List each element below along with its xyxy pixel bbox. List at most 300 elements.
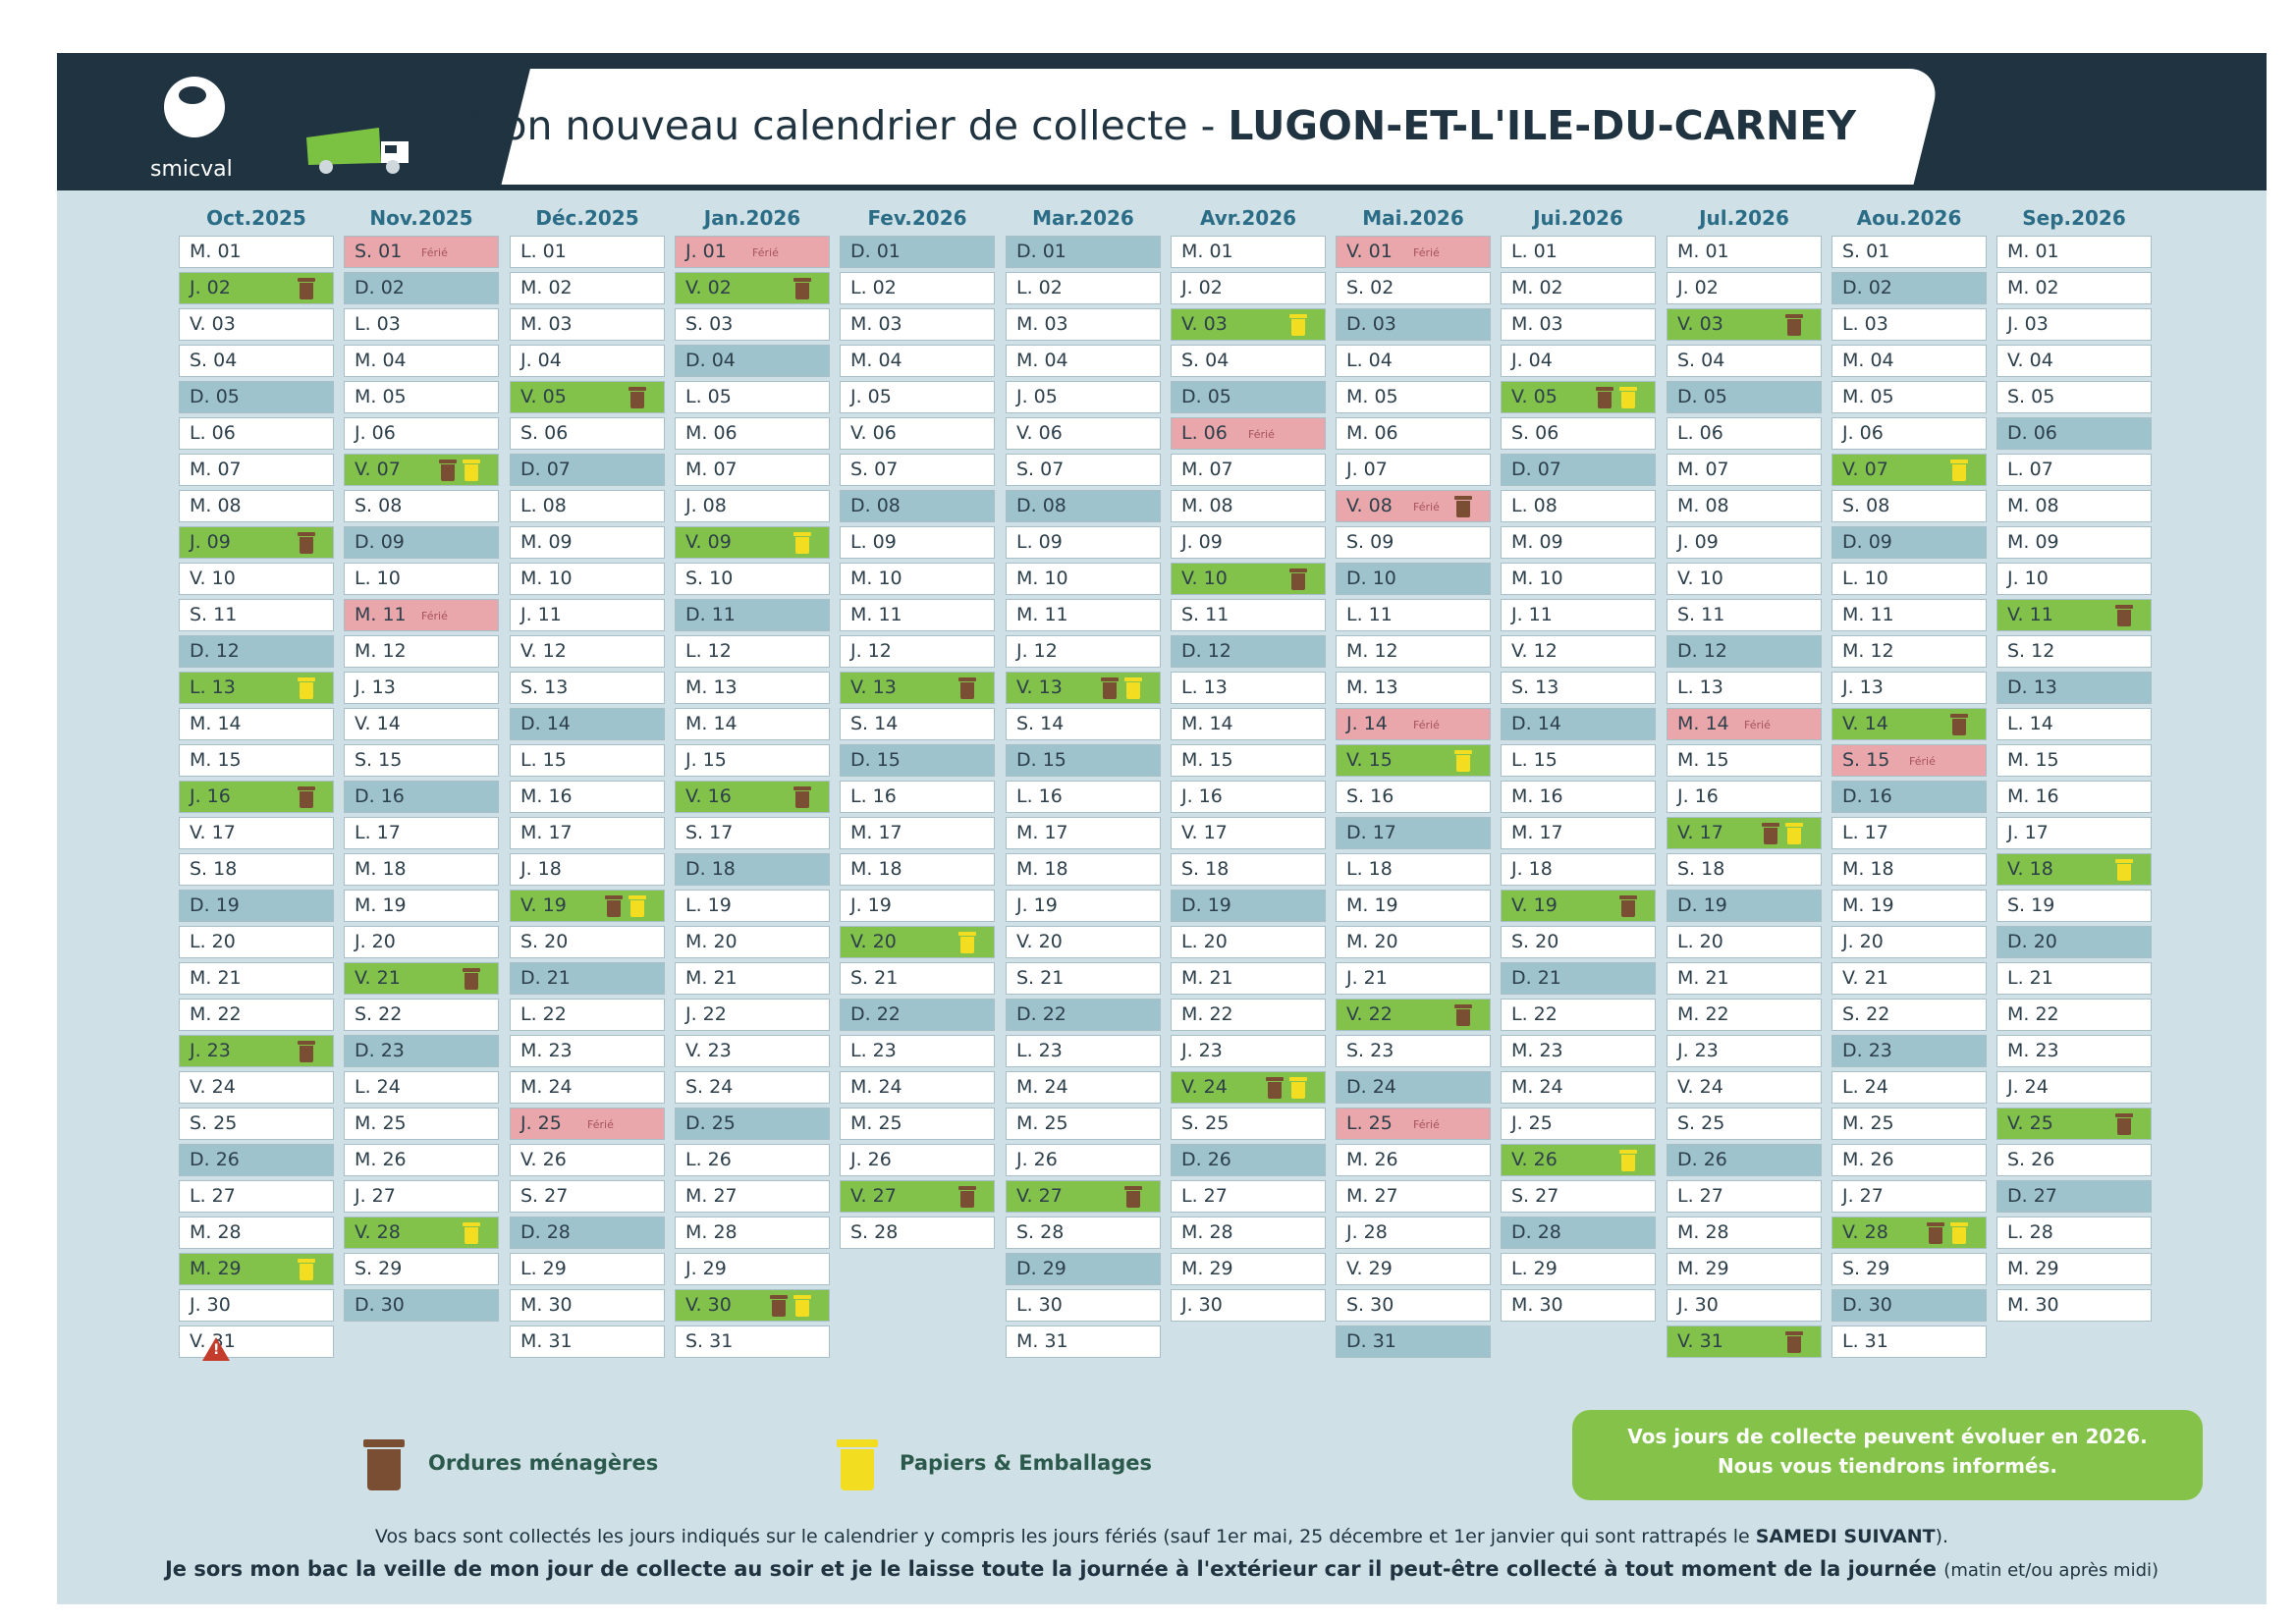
trash-bin-yellow-icon: [298, 677, 315, 699]
month-column: [510, 200, 665, 1362]
month-column: [179, 200, 334, 1362]
day-label: D. 14: [520, 713, 571, 734]
day-cell: [1831, 999, 1987, 1031]
day-cell: [179, 1144, 334, 1176]
day-cell: [1831, 381, 1987, 413]
trash-bin-yellow-icon: [1619, 1150, 1637, 1171]
day-cell: [1996, 599, 2152, 631]
day-label: S. 13: [1511, 676, 1559, 698]
day-label: S. 07: [850, 459, 899, 480]
day-label: L. 27: [190, 1185, 236, 1207]
day-cell: [344, 635, 499, 668]
day-label: M. 10: [1016, 568, 1068, 589]
day-label: L. 14: [2007, 713, 2053, 734]
day-cell: [1996, 417, 2152, 450]
day-label: M. 01: [1677, 241, 1729, 262]
day-cell: [1171, 781, 1326, 813]
day-label: M. 31: [520, 1330, 573, 1352]
day-cell: [1501, 672, 1656, 704]
ferie-label: Férié: [421, 246, 448, 259]
day-label: M. 12: [1842, 640, 1894, 662]
day-label: J. 20: [1842, 931, 1884, 952]
day-cell: [1831, 526, 1987, 559]
day-cell: [510, 672, 665, 704]
trash-bin-brown-icon: [1596, 387, 1613, 408]
day-cell: [1667, 1108, 1822, 1140]
day-cell: [1336, 1108, 1491, 1140]
day-cell: [1831, 781, 1987, 813]
day-label: J. 02: [1181, 277, 1223, 298]
day-label: M. 15: [1677, 749, 1729, 771]
day-label: S. 09: [1346, 531, 1394, 553]
day-cell: [179, 563, 334, 595]
day-label: D. 17: [1346, 822, 1396, 843]
day-label: D. 13: [2007, 676, 2057, 698]
day-cell: [1667, 999, 1822, 1031]
day-label: L. 12: [685, 640, 732, 662]
day-cell: [1831, 1325, 1987, 1358]
day-label: S. 27: [520, 1185, 569, 1207]
day-cell: [1501, 853, 1656, 886]
day-label: L. 13: [190, 676, 236, 698]
day-label: M. 01: [190, 241, 242, 262]
day-cell: [675, 890, 830, 922]
day-cell: [1667, 1325, 1822, 1358]
day-label: D. 23: [1842, 1040, 1892, 1061]
day-cell: [1831, 236, 1987, 268]
day-cell: [179, 1289, 334, 1322]
day-label: S. 15: [355, 749, 403, 771]
day-cell: [1006, 1217, 1161, 1249]
day-cell: [1831, 890, 1987, 922]
day-label: J. 18: [520, 858, 562, 880]
month-header: Mar.2026: [1032, 206, 1134, 230]
day-cell: [1667, 817, 1822, 849]
day-label: S. 22: [355, 1003, 403, 1025]
day-label: M. 11: [355, 604, 407, 625]
day-label: S. 02: [1346, 277, 1394, 298]
day-cell: [179, 781, 334, 813]
day-label: V. 27: [1016, 1185, 1063, 1207]
day-cell: [675, 490, 830, 522]
day-cell: [675, 853, 830, 886]
day-label: M. 05: [355, 386, 407, 407]
day-label: D. 19: [190, 894, 240, 916]
day-label: S. 20: [1511, 931, 1559, 952]
day-cell: [1996, 490, 2152, 522]
day-cell: [1996, 853, 2152, 886]
day-label: V. 24: [190, 1076, 236, 1098]
day-label: D. 09: [1842, 531, 1892, 553]
day-cell: [1336, 417, 1491, 450]
day-label: M. 16: [520, 785, 573, 807]
day-label: S. 14: [1016, 713, 1065, 734]
day-label: S. 14: [850, 713, 899, 734]
day-cell: [840, 962, 995, 995]
day-label: M. 20: [1346, 931, 1398, 952]
day-cell: [1006, 999, 1161, 1031]
day-label: M. 18: [1842, 858, 1894, 880]
day-cell: [1006, 345, 1161, 377]
day-label: V. 26: [1511, 1149, 1558, 1170]
day-cell: [510, 526, 665, 559]
day-label: M. 05: [1842, 386, 1894, 407]
day-cell: [510, 1289, 665, 1322]
day-cell: [1171, 490, 1326, 522]
day-label: M. 25: [1016, 1112, 1068, 1134]
day-label: L. 09: [1016, 531, 1063, 553]
header-bar: [57, 53, 2267, 187]
day-cell: [344, 1035, 499, 1067]
day-cell: [1667, 744, 1822, 777]
day-cell: [1171, 853, 1326, 886]
day-label: J. 11: [520, 604, 562, 625]
day-label: D. 07: [520, 459, 571, 480]
day-label: S. 29: [355, 1258, 403, 1279]
day-label: M. 07: [1181, 459, 1233, 480]
day-cell: [1006, 526, 1161, 559]
day-cell: [1501, 635, 1656, 668]
trash-bin-yellow-icon: [1950, 460, 1968, 481]
day-label: S. 11: [1181, 604, 1230, 625]
day-cell: [1501, 490, 1656, 522]
trash-bin-brown-icon: [1927, 1222, 1944, 1244]
day-cell: [510, 817, 665, 849]
day-cell: [344, 744, 499, 777]
day-label: J. 28: [1346, 1221, 1388, 1243]
day-cell: [344, 599, 499, 631]
day-label: M. 14: [1677, 713, 1729, 734]
ferie-label: Férié: [1248, 428, 1275, 441]
day-label: S. 20: [520, 931, 569, 952]
day-label: J. 18: [1511, 858, 1553, 880]
day-cell: [1171, 454, 1326, 486]
day-label: S. 03: [685, 313, 734, 335]
day-label: M. 13: [1346, 676, 1398, 698]
day-cell: [1171, 1108, 1326, 1140]
day-label: V. 17: [1181, 822, 1228, 843]
day-label: V. 18: [2007, 858, 2053, 880]
legend-ordures-label: Ordures ménagères: [428, 1451, 659, 1475]
trash-bin-brown-icon: [1950, 714, 1968, 735]
day-cell: [1501, 345, 1656, 377]
day-label: D. 16: [355, 785, 405, 807]
day-label: M. 11: [1016, 604, 1068, 625]
day-cell: [1667, 1253, 1822, 1285]
day-label: J. 11: [1511, 604, 1553, 625]
day-label: M. 16: [1511, 785, 1563, 807]
day-cell: [1996, 1035, 2152, 1067]
day-label: L. 01: [520, 241, 567, 262]
day-label: V. 04: [2007, 350, 2053, 371]
day-cell: [510, 708, 665, 740]
day-cell: [1996, 1253, 2152, 1285]
day-label: V. 16: [685, 785, 732, 807]
day-label: S. 19: [2007, 894, 2055, 916]
day-cell: [1171, 526, 1326, 559]
trash-bin-brown-icon: [298, 278, 315, 299]
trash-bin-yellow-icon: [463, 460, 480, 481]
day-label: D. 04: [685, 350, 736, 371]
day-cell: [1336, 526, 1491, 559]
day-label: J. 09: [1677, 531, 1719, 553]
day-label: V. 20: [1016, 931, 1063, 952]
day-label: V. 08: [1346, 495, 1393, 516]
day-label: L. 06: [1181, 422, 1228, 444]
day-label: S. 06: [520, 422, 569, 444]
day-cell: [179, 454, 334, 486]
trash-bin-brown-icon: [1289, 568, 1307, 590]
day-cell: [1336, 962, 1491, 995]
day-cell: [1336, 381, 1491, 413]
trash-bin-brown-icon: [1785, 314, 1803, 336]
day-label: J. 29: [685, 1258, 727, 1279]
day-label: J. 26: [850, 1149, 892, 1170]
day-label: L. 05: [685, 386, 732, 407]
day-cell: [1171, 1180, 1326, 1213]
day-cell: [1501, 1071, 1656, 1104]
day-label: M. 24: [1016, 1076, 1068, 1098]
day-label: M. 04: [1016, 350, 1068, 371]
day-cell: [510, 999, 665, 1031]
day-cell: [1006, 1035, 1161, 1067]
day-label: S. 27: [1511, 1185, 1559, 1207]
day-label: M. 28: [1677, 1221, 1729, 1243]
day-label: M. 18: [355, 858, 407, 880]
day-label: J. 17: [2007, 822, 2049, 843]
day-cell: [510, 308, 665, 341]
day-label: V. 03: [1677, 313, 1723, 335]
day-cell: [1996, 345, 2152, 377]
day-label: V. 27: [850, 1185, 897, 1207]
day-cell: [1336, 563, 1491, 595]
day-label: L. 20: [1677, 931, 1723, 952]
day-label: M. 28: [685, 1221, 738, 1243]
day-label: D. 18: [685, 858, 736, 880]
month-column: [1667, 200, 1822, 1362]
day-label: M. 09: [1511, 531, 1563, 553]
day-label: S. 21: [1016, 967, 1065, 989]
day-cell: [840, 454, 995, 486]
day-cell: [1501, 381, 1656, 413]
day-label: L. 17: [1842, 822, 1888, 843]
day-label: J. 23: [1677, 1040, 1719, 1061]
month-column: [1831, 200, 1987, 1362]
day-label: M. 02: [2007, 277, 2059, 298]
day-label: V. 10: [190, 568, 236, 589]
day-cell: [1006, 635, 1161, 668]
day-cell: [1996, 781, 2152, 813]
day-cell: [1006, 817, 1161, 849]
day-cell: [510, 345, 665, 377]
day-cell: [1501, 962, 1656, 995]
day-cell: [1667, 563, 1822, 595]
day-cell: [510, 1325, 665, 1358]
day-cell: [1336, 345, 1491, 377]
day-label: M. 24: [520, 1076, 573, 1098]
day-cell: [1336, 817, 1491, 849]
day-cell: [344, 1144, 499, 1176]
day-label: D. 15: [850, 749, 901, 771]
day-label: M. 04: [850, 350, 902, 371]
day-cell: [1501, 1108, 1656, 1140]
day-cell: [1501, 308, 1656, 341]
day-label: L. 28: [2007, 1221, 2053, 1243]
day-cell: [840, 490, 995, 522]
day-cell: [675, 1035, 830, 1067]
day-cell: [675, 308, 830, 341]
day-label: D. 12: [1181, 640, 1231, 662]
day-cell: [840, 999, 995, 1031]
day-label: V. 03: [190, 313, 236, 335]
day-cell: [1006, 926, 1161, 958]
day-label: D. 09: [355, 531, 405, 553]
day-label: S. 04: [1181, 350, 1230, 371]
day-cell: [1171, 1144, 1326, 1176]
trash-bin-yellow-icon: [958, 932, 976, 953]
day-cell: [179, 417, 334, 450]
month-column: [675, 200, 830, 1362]
day-cell: [1996, 962, 2152, 995]
day-label: S. 28: [1016, 1221, 1065, 1243]
day-cell: [510, 381, 665, 413]
day-label: V. 21: [1842, 967, 1888, 989]
day-label: S. 07: [1016, 459, 1065, 480]
day-label: M. 11: [850, 604, 902, 625]
day-label: S. 01: [1842, 241, 1890, 262]
day-cell: [344, 236, 499, 268]
day-label: M. 06: [1346, 422, 1398, 444]
day-cell: [1336, 1325, 1491, 1358]
day-cell: [675, 526, 830, 559]
day-label: S. 29: [1842, 1258, 1890, 1279]
day-cell: [1996, 708, 2152, 740]
day-cell: [1006, 308, 1161, 341]
day-cell: [840, 1071, 995, 1104]
trash-bin-brown-icon: [298, 532, 315, 554]
day-cell: [1501, 1035, 1656, 1067]
day-label: M. 29: [1677, 1258, 1729, 1279]
day-cell: [1336, 1035, 1491, 1067]
day-label: D. 30: [1842, 1294, 1892, 1316]
day-cell: [1667, 1289, 1822, 1322]
day-label: D. 22: [850, 1003, 901, 1025]
day-label: M. 27: [1346, 1185, 1398, 1207]
day-label: J. 05: [1016, 386, 1058, 407]
day-label: V. 17: [1677, 822, 1723, 843]
day-cell: [510, 1253, 665, 1285]
day-label: S. 06: [1511, 422, 1559, 444]
day-label: D. 01: [850, 241, 901, 262]
day-cell: [344, 1180, 499, 1213]
month-header: Jan.2026: [703, 206, 801, 230]
day-cell: [1336, 853, 1491, 886]
day-cell: [1501, 454, 1656, 486]
day-cell: [1171, 236, 1326, 268]
day-cell: [344, 672, 499, 704]
day-cell: [675, 1144, 830, 1176]
day-label: S. 04: [190, 350, 238, 371]
day-cell: [840, 1217, 995, 1249]
day-cell: [1171, 417, 1326, 450]
month-column: [1171, 200, 1326, 1325]
day-label: D. 28: [1511, 1221, 1561, 1243]
day-cell: [1501, 926, 1656, 958]
day-label: D. 28: [520, 1221, 571, 1243]
day-cell: [1171, 1289, 1326, 1322]
trash-bin-yellow-icon: [463, 1222, 480, 1244]
day-label: L. 18: [1346, 858, 1393, 880]
day-label: V. 20: [850, 931, 897, 952]
calendar-sheet: [57, 53, 2267, 1604]
day-cell: [1667, 272, 1822, 304]
day-label: J. 04: [520, 350, 562, 371]
day-label: J. 16: [190, 785, 231, 807]
day-label: M. 28: [190, 1221, 242, 1243]
notice-box: [1572, 1410, 2203, 1500]
day-cell: [510, 563, 665, 595]
day-label: S. 25: [1677, 1112, 1725, 1134]
month-column: [1336, 200, 1491, 1362]
day-label: V. 22: [1346, 1003, 1393, 1025]
day-label: J. 19: [1016, 894, 1058, 916]
day-label: J. 02: [190, 277, 231, 298]
day-cell: [1171, 599, 1326, 631]
day-cell: [1996, 1071, 2152, 1104]
day-label: D. 25: [685, 1112, 736, 1134]
day-cell: [179, 1108, 334, 1140]
day-label: V. 10: [1181, 568, 1228, 589]
day-label: D. 06: [2007, 422, 2057, 444]
day-label: V. 10: [1677, 568, 1723, 589]
day-label: D. 02: [1842, 277, 1892, 298]
month-header: Mai.2026: [1362, 206, 1464, 230]
day-label: V. 02: [685, 277, 732, 298]
trash-bin-brown-icon: [1785, 1331, 1803, 1353]
day-cell: [1336, 1144, 1491, 1176]
month-header: Aou.2026: [1856, 206, 1962, 230]
day-cell: [1667, 1071, 1822, 1104]
day-label: D. 19: [1677, 894, 1727, 916]
day-cell: [1336, 236, 1491, 268]
day-label: L. 23: [850, 1040, 897, 1061]
trash-bin-yellow-icon: [1785, 823, 1803, 844]
ferie-label: Férié: [1744, 719, 1771, 731]
day-label: V. 07: [355, 459, 401, 480]
day-cell: [1006, 417, 1161, 450]
day-cell: [1667, 1144, 1822, 1176]
ferie-label: Férié: [1413, 501, 1440, 514]
month-column: [1006, 200, 1161, 1362]
day-label: L. 03: [1842, 313, 1888, 335]
day-label: J. 16: [1181, 785, 1223, 807]
day-cell: [344, 1071, 499, 1104]
day-label: D. 29: [1016, 1258, 1066, 1279]
day-label: V. 05: [520, 386, 567, 407]
day-label: M. 07: [190, 459, 242, 480]
day-label: M. 07: [685, 459, 738, 480]
day-label: J. 30: [1181, 1294, 1223, 1316]
day-cell: [1831, 635, 1987, 668]
day-label: D. 31: [1346, 1330, 1396, 1352]
trash-bin-brown-icon: [958, 677, 976, 699]
day-label: L. 10: [355, 568, 401, 589]
day-label: L. 06: [1677, 422, 1723, 444]
day-label: V. 09: [685, 531, 732, 553]
day-cell: [675, 563, 830, 595]
day-cell: [1667, 526, 1822, 559]
day-label: M. 18: [1016, 858, 1068, 880]
